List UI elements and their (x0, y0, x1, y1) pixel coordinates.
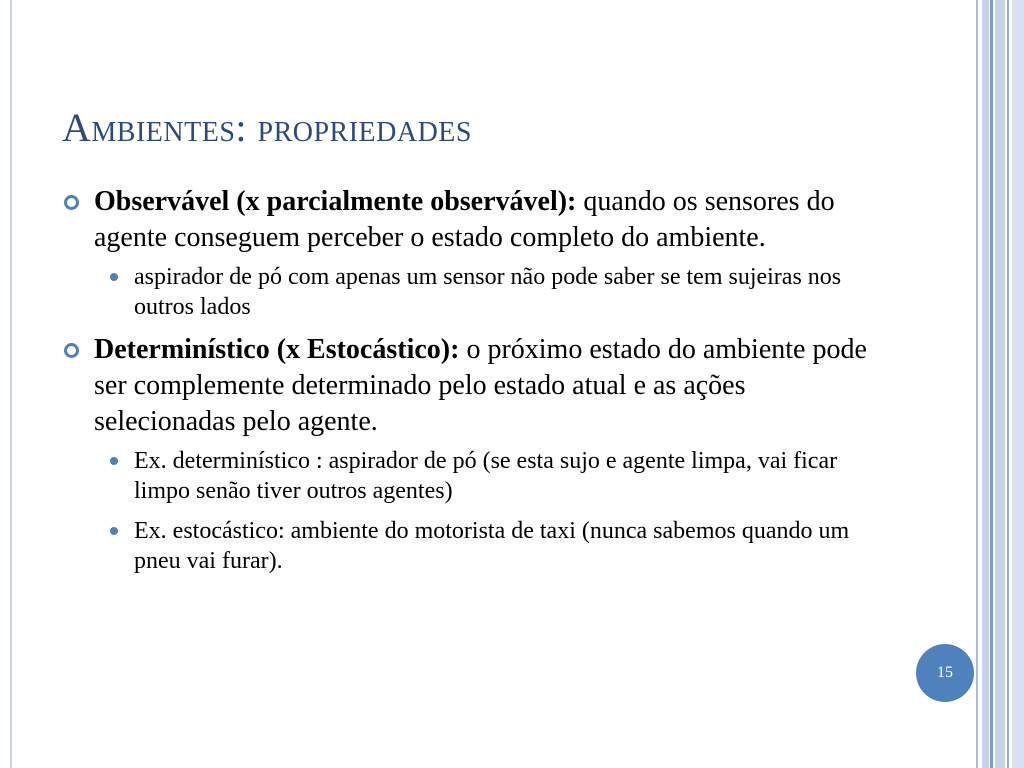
ring-bullet-icon (64, 343, 79, 358)
decorative-stripe (1007, 0, 1009, 768)
decorative-stripe (976, 0, 978, 768)
page-number-badge: 15 (916, 644, 974, 702)
bullet-list (62, 184, 892, 576)
ring-bullet-icon (64, 195, 79, 210)
sub-bullet-text: Ex. determinístico : aspirador de pó (se esta sujo e agente limpa, vai ficar limpo senão tiver outros agentes) (134, 448, 838, 504)
decorative-stripe (1012, 0, 1024, 768)
sub-bullet-list (94, 446, 892, 576)
left-frame-line (10, 0, 12, 768)
bullet-term: Determinístico (x Estocástico): (94, 334, 460, 365)
dot-bullet-icon (110, 527, 118, 535)
bullet-item-observavel (62, 184, 892, 322)
sub-bullet-list (94, 262, 892, 322)
bullet-term: Observável (x parcialmente observável): (94, 186, 577, 217)
bullet-item-deterministico (62, 332, 892, 576)
bullet-text: o próximo estado do ambiente pode ser complemente determinado pelo estado atual e as ações selecionadas pelo agente. (94, 334, 867, 437)
decorative-stripe (995, 0, 1005, 768)
sub-bullet-item (94, 516, 892, 576)
sub-bullet-item (94, 262, 892, 322)
decorative-stripe (990, 0, 993, 768)
decorative-stripe (982, 0, 989, 768)
dot-bullet-icon (110, 273, 118, 281)
sub-bullet-text: aspirador de pó com apenas um sensor não pode saber se tem sujeiras nos outros lados (134, 264, 842, 320)
sub-bullet-item (94, 446, 892, 506)
dot-bullet-icon (110, 457, 118, 465)
bullet-text: quando os sensores do agente conseguem perceber o estado completo do ambiente. (94, 186, 835, 253)
sub-bullet-text: Ex. estocástico: ambiente do motorista de taxi (nunca sabemos quando um pneu vai furar). (134, 518, 850, 574)
slide-title: Ambientes: propriedades (62, 105, 472, 150)
